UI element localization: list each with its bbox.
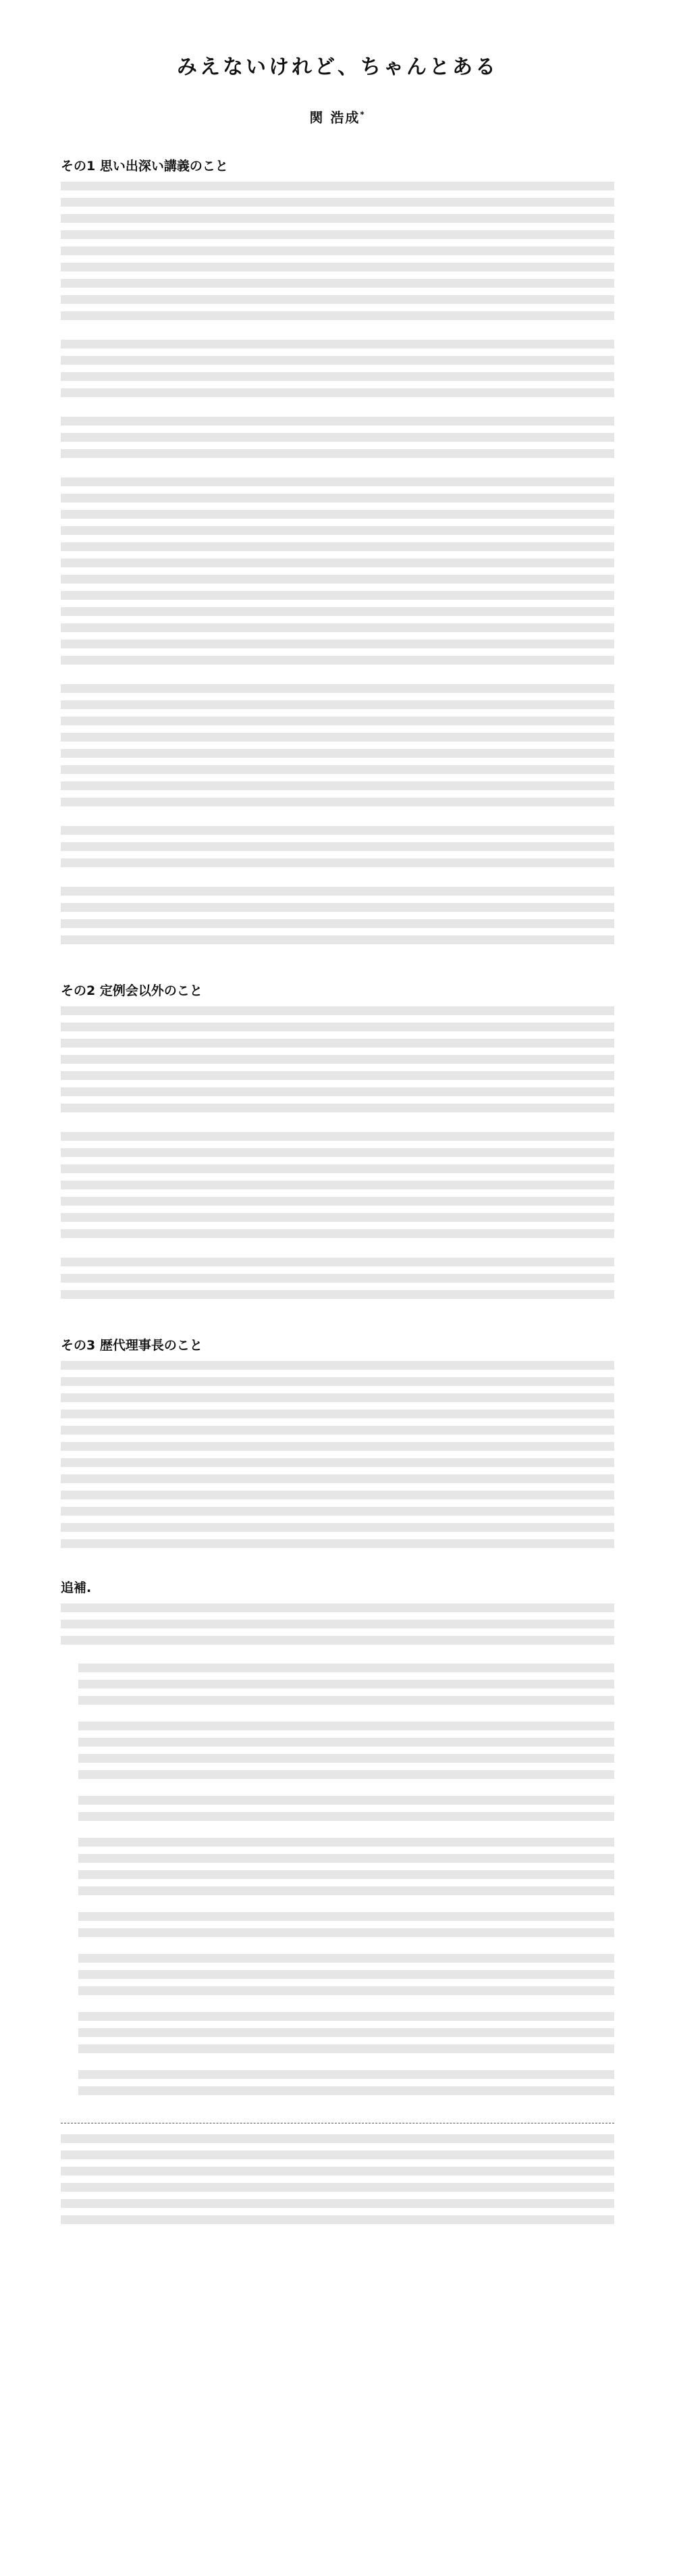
section-1-paragraph <box>61 339 614 404</box>
reference-item <box>61 1796 614 1828</box>
reference-item <box>61 2070 614 2103</box>
section-1-paragraph <box>61 181 614 327</box>
references-section <box>61 1578 614 2103</box>
section-3-paragraph <box>61 1360 614 1555</box>
document-title: みえないけれど、ちゃんとある <box>177 55 498 79</box>
section-2 <box>61 981 614 1306</box>
postscript-text <box>61 1603 614 1651</box>
section-1-heading: その1 思い出深い講義のこと <box>61 159 228 174</box>
section-1 <box>61 156 614 951</box>
section-1-paragraph <box>61 886 614 951</box>
section-2-paragraph <box>61 1257 614 1306</box>
reference-item <box>61 1722 614 1786</box>
section-3-heading: その3 歴代理事長のこと <box>61 1338 202 1353</box>
section-1-paragraph <box>61 416 614 465</box>
reference-item <box>61 1664 614 1712</box>
reference-item <box>61 2012 614 2061</box>
author-line <box>61 107 614 126</box>
author-footnote-mark: * <box>360 109 366 120</box>
section-1-paragraph <box>61 477 614 671</box>
section-1-paragraph <box>61 825 614 874</box>
section-2-heading: その2 定例会以外のこと <box>61 983 202 998</box>
section-2-paragraph <box>61 1131 614 1245</box>
postscript-label: 追補. <box>61 1580 92 1595</box>
author-footnote <box>61 2134 614 2232</box>
section-3 <box>61 1335 614 1555</box>
author-name: 関 浩成 <box>309 109 360 126</box>
reference-item <box>61 1954 614 2003</box>
section-1-paragraph <box>61 684 614 813</box>
section-2-paragraph <box>61 1006 614 1119</box>
reference-item <box>61 1838 614 1903</box>
reference-item <box>61 1912 614 1944</box>
